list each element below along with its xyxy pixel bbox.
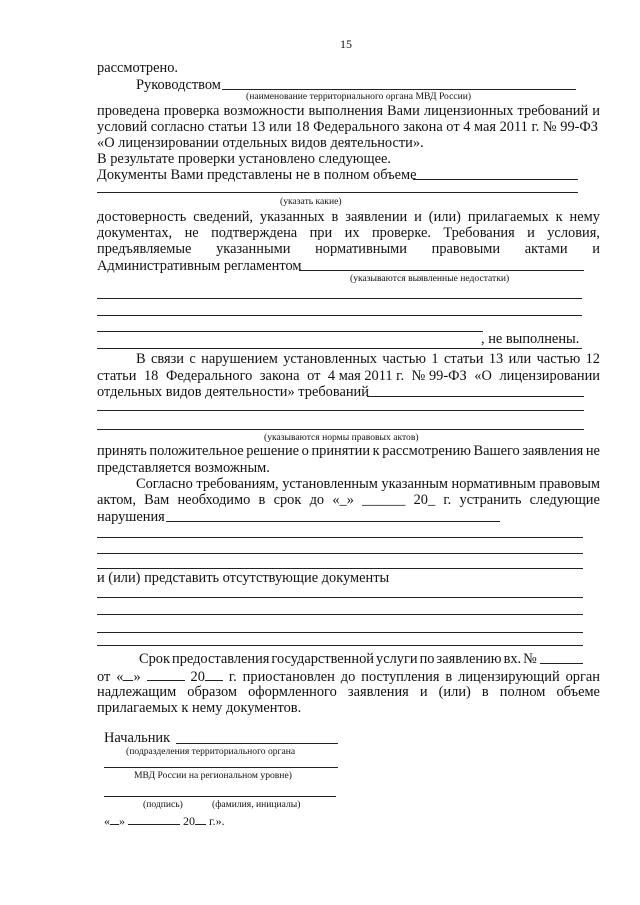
word: образом: [187, 684, 238, 700]
word: надлежащим: [97, 684, 177, 700]
word: от: [97, 669, 111, 685]
text-line-justified: [136, 476, 600, 492]
word: следующие: [529, 492, 600, 508]
word: и: [592, 241, 600, 257]
word: при: [309, 225, 333, 241]
word: и: [527, 225, 535, 241]
text-line: В результате проверки установлено следующее.: [97, 151, 392, 167]
word: Вами: [387, 103, 420, 119]
year-group: [191, 668, 223, 685]
text-line: рассмотрено.: [97, 60, 179, 76]
signature-caption: (подпись): [143, 799, 183, 810]
text-line-justified: [97, 668, 600, 685]
fill-line[interactable]: [222, 89, 576, 90]
blank-field[interactable]: [123, 668, 133, 681]
word: в: [445, 669, 453, 685]
fill-line[interactable]: [97, 632, 583, 633]
word: заявления: [347, 684, 409, 700]
word: 13: [488, 351, 504, 367]
word: 4 мая 2011 г.: [327, 368, 405, 384]
word: их: [344, 225, 360, 241]
word: указанных: [259, 209, 325, 225]
word: с: [189, 351, 196, 367]
fill-line[interactable]: [104, 796, 336, 797]
text-line-justified: [97, 225, 600, 241]
fill-line[interactable]: [97, 315, 582, 316]
word: от: [307, 368, 321, 384]
word: (или): [428, 209, 461, 225]
word: 1: [431, 351, 439, 367]
word: принятии: [311, 443, 371, 459]
word: правовыми: [431, 241, 501, 257]
name-caption: (фамилия, инициалы): [212, 799, 301, 810]
word: полном: [499, 684, 546, 700]
text-line: условий согласно статьи 13 или 18 Федерального закона от 4 мая 2011 г. № 99-ФЗ: [97, 119, 599, 135]
word: актами: [524, 241, 568, 257]
word: частью: [536, 351, 581, 367]
page-number: 15: [340, 37, 352, 51]
word: Вашего: [473, 443, 520, 459]
text-line: Руководством: [136, 77, 221, 93]
field-caption: (указываются нормы правовых актов): [264, 432, 419, 443]
word: вх.: [503, 651, 522, 667]
word: 18: [143, 368, 159, 384]
word: необходимо: [177, 492, 251, 508]
word: срок: [273, 492, 302, 508]
word: до: [309, 492, 325, 508]
word: прилагаемых: [467, 209, 549, 225]
word: или: [508, 351, 532, 367]
text-line-justified: [97, 684, 600, 700]
word: государственной: [271, 651, 374, 667]
word: заявлению: [436, 651, 502, 667]
text-line: отдельных видов деятельности» требований: [97, 384, 369, 400]
text-line: прилагаемых к нему документов.: [97, 700, 302, 716]
word: нарушением: [201, 351, 278, 367]
word: закона: [259, 368, 300, 384]
word: установленных: [283, 351, 377, 367]
date-end: г.».: [209, 814, 225, 828]
text-line: и (или) представить отсутствующие документы: [97, 570, 390, 586]
fill-line[interactable]: [176, 743, 338, 744]
date-month-field[interactable]: [128, 812, 180, 825]
word: ______: [362, 492, 406, 508]
word: проведена: [97, 103, 160, 119]
word: возможности: [223, 103, 305, 119]
word: Требования: [443, 225, 515, 241]
word: «О: [474, 368, 492, 384]
word: правовым: [539, 476, 600, 492]
word: выполнения: [308, 103, 383, 119]
word: (или): [438, 684, 471, 700]
word: нормативным: [451, 476, 536, 492]
word: заявления: [522, 443, 584, 459]
text-line-justified: [97, 492, 600, 508]
word: поступления: [361, 669, 440, 685]
word: г.: [228, 669, 237, 685]
word: указанным: [381, 476, 449, 492]
fill-line[interactable]: [97, 348, 582, 349]
word: услуги: [376, 651, 418, 667]
text-line: нарушения: [97, 509, 165, 525]
word: требований: [517, 103, 589, 119]
fill-line[interactable]: [97, 568, 583, 569]
word: принять: [97, 443, 147, 459]
text-line: представляется возможным.: [97, 460, 270, 476]
word: не: [585, 443, 600, 459]
word: в: [481, 684, 489, 700]
text-line-justified: [97, 103, 600, 119]
word: лицензионных: [423, 103, 514, 119]
text-line: «О лицензировании отдельных видов деятельности».: [97, 135, 424, 151]
text-line-justified: [97, 368, 600, 384]
word: связи: [151, 351, 184, 367]
word: установленным: [282, 476, 378, 492]
word: Срок: [139, 651, 170, 667]
word: условия,: [547, 225, 600, 241]
word: проверке.: [371, 225, 431, 241]
text-line: Документы Вами представлены не в полном объеме: [97, 167, 417, 183]
word: предоставления: [172, 651, 270, 667]
fill-line[interactable]: [104, 767, 338, 768]
fill-line[interactable]: [97, 614, 583, 615]
word: № 99-ФЗ: [411, 368, 467, 384]
word: частью: [382, 351, 427, 367]
word: рассмотрению: [382, 443, 471, 459]
fill-line[interactable]: [413, 179, 578, 180]
word: »: [133, 669, 141, 685]
word: г.: [443, 492, 452, 508]
text-line: , не выполнены.: [481, 331, 580, 347]
date-mid: »: [119, 814, 125, 828]
word: в: [258, 492, 266, 508]
fill-line[interactable]: [97, 645, 583, 646]
word: положительное: [149, 443, 244, 459]
word: не: [184, 225, 199, 241]
word: №: [523, 651, 537, 667]
word: орган: [565, 669, 600, 685]
fill-line[interactable]: [166, 521, 500, 522]
word: 20_: [413, 492, 436, 508]
fill-line[interactable]: [97, 537, 583, 538]
word: заявлении: [345, 209, 408, 225]
word: 12: [585, 351, 600, 367]
word: сведений,: [193, 209, 253, 225]
word: до: [340, 669, 356, 685]
date-year: 20: [183, 814, 195, 828]
word: статьи: [97, 368, 137, 384]
word: к: [555, 209, 563, 225]
fill-line[interactable]: [367, 396, 584, 397]
field-caption: (указать какие): [280, 196, 342, 207]
word: нормативными: [315, 241, 407, 257]
text-line-justified: [139, 651, 537, 667]
signature-title: Начальник: [104, 730, 171, 746]
word: 20: [190, 669, 205, 685]
date-line: [104, 812, 225, 829]
word: и: [592, 103, 600, 119]
word: документах,: [97, 225, 173, 241]
word: о: [301, 443, 309, 459]
word: актом,: [97, 492, 136, 508]
date-year-field[interactable]: [195, 812, 206, 825]
word: статьи: [444, 351, 484, 367]
date-open: «: [104, 814, 110, 828]
word: предъявляемые: [97, 241, 192, 257]
word: проверка: [163, 103, 220, 119]
word: и: [419, 684, 428, 700]
blank-field[interactable]: [147, 668, 185, 681]
date-group: [116, 668, 140, 685]
word: требованиям,: [196, 476, 279, 492]
word: по: [419, 651, 435, 667]
fill-line[interactable]: [97, 331, 483, 332]
word: достоверность: [97, 209, 187, 225]
word: Вам: [144, 492, 170, 508]
blank-field[interactable]: [205, 668, 223, 681]
word: лицензирующий: [458, 669, 560, 685]
fill-line[interactable]: [97, 553, 583, 554]
fill-line[interactable]: [97, 192, 578, 193]
date-day-field[interactable]: [110, 812, 119, 825]
word: В: [136, 351, 146, 367]
word: приостановлен: [242, 669, 335, 685]
text-line-justified: [97, 241, 600, 257]
fill-line[interactable]: [97, 298, 582, 299]
word: решение: [246, 443, 300, 459]
text-line: Административным регламентом: [97, 258, 302, 274]
word: «_»: [332, 492, 354, 508]
text-line-justified: [97, 443, 600, 459]
word: объеме: [556, 684, 600, 700]
word: «: [116, 669, 124, 685]
word: указанными: [216, 241, 291, 257]
fill-line[interactable]: [540, 663, 583, 664]
field-caption: (указываются выявленные недостатки): [350, 273, 510, 284]
word: устранить: [459, 492, 522, 508]
word: лицензировании: [499, 368, 600, 384]
word: подтверждена: [211, 225, 298, 241]
word: оформленного: [248, 684, 337, 700]
field-caption: МВД России на региональном уровне): [134, 770, 292, 781]
fill-line[interactable]: [97, 597, 583, 598]
word: в: [331, 209, 339, 225]
word: Федерального: [165, 368, 253, 384]
word: Согласно: [136, 476, 193, 492]
fill-line[interactable]: [299, 270, 584, 271]
fill-line[interactable]: [97, 429, 584, 430]
text-line-justified: [97, 209, 600, 225]
text-line-justified: [136, 351, 600, 367]
word: и: [414, 209, 422, 225]
word: к: [372, 443, 380, 459]
field-caption: (подразделения территориального органа: [126, 746, 296, 757]
word: нему: [569, 209, 600, 225]
fill-line[interactable]: [97, 410, 584, 411]
field-caption: (наименование территориального органа МВД России): [246, 91, 472, 102]
